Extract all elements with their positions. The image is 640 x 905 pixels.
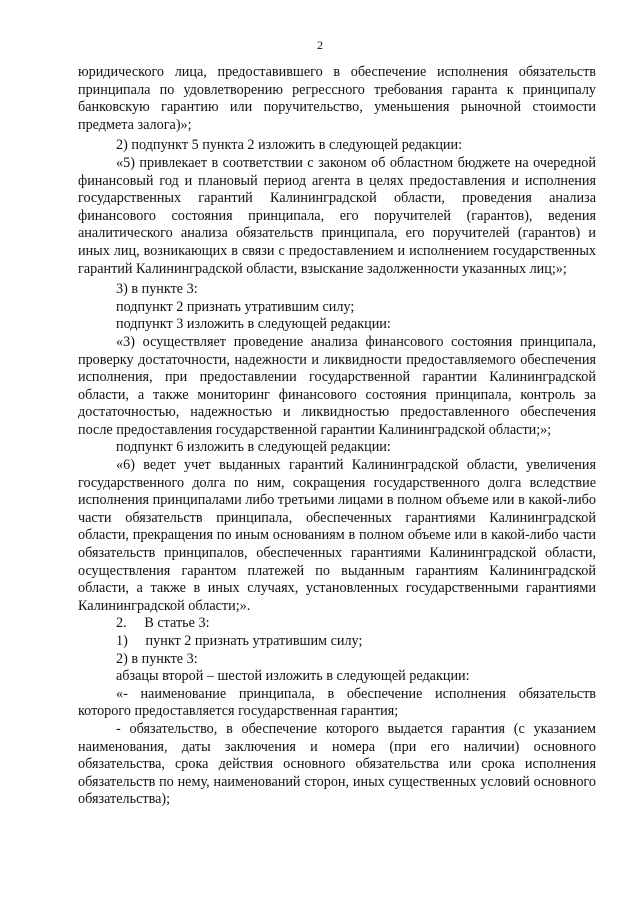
paragraph-5: подпункт 2 признать утратившим силу; <box>116 298 355 315</box>
paragraph-6: подпункт 3 изложить в следующей редакции: <box>116 316 391 333</box>
document-body <box>78 64 600 809</box>
paragraph-3: «5) привлекает в соответствии с законом об областном бюджете на очередной финансовый год и плановый период агента в целях предоставления и исполнения государственных гарантий Калининградской области, проведения анализа финансового состояния принципала, его поручителей (гарантов), ведения аналитического анализа обязательств принципала, его поручителей (гарантов) и иных лиц, возникающих в связи с предоставлением и исполнением государственных гарантий Калининградской области, взыскание задолженности указанных лиц;»; <box>78 154 600 277</box>
paragraph-15: - обязательство, в обеспечение которого выдается гарантия (с указанием наименования, даты заключения и номера (при его наличии) основного обязательства, срока действия основного обязательства или срока исполнения обязательств по нему, наименований сторон, иных существенных условий основного обязательства); <box>78 720 600 808</box>
paragraph-9: «6) ведет учет выданных гарантий Калининградской области, увеличения государственного долга по ним, сокращения государственного долга вследствие исполнения принципалами либо третьими лицами в полном объеме или в какой-либо части обязательств принципала, обеспеченных гарантиями Калининградской области, прекращения по иным основаниям в полном объеме или в какой-либо части обязательств принципалов, обеспеченных гарантиями Калининградской области, осуществления гарантом платежей по выданным гарантиям Калининградской области, а также в иных случаях, установленных государственными гарантиями Калининградской области;». <box>78 457 600 614</box>
paragraph-4: 3) в пункте 3: <box>116 281 198 298</box>
paragraph-12: 2) в пункте 3: <box>116 650 198 667</box>
paragraph-13: абзацы второй – шестой изложить в следующей редакции: <box>116 668 470 685</box>
paragraph-2: 2) подпункт 5 пункта 2 изложить в следующей редакции: <box>116 137 463 154</box>
paragraph-11: 1) пункт 2 признать утратившим силу; <box>116 633 363 649</box>
paragraph-1: юридического лица, предоставившего в обеспечение исполнения обязательств принципала по удовлетворению регрессного требования гаранта к принципалу банковскую гарантию или поручительство, уменьшения рыночной стоимости предмета залога)»; <box>78 64 600 133</box>
paragraph-10: 2. В статье 3: <box>116 615 210 632</box>
paragraph-8: подпункт 6 изложить в следующей редакции: <box>116 439 391 456</box>
page-number: 2 <box>317 38 323 52</box>
paragraph-14: «- наименование принципала, в обеспечение исполнения обязательств которого предоставляется государственная гарантия; <box>78 685 600 720</box>
paragraph-7: «3) осуществляет проведение анализа финансового состояния принципала, проверку достаточности, надежности и ликвидности предоставляемого обеспечения исполнения, при предоставлении государственной гарантии Калининградской области, а также мониторинг финансового состояния принципала, контроль за достаточностью, надежностью и ликвидностью предоставленного обеспечения после предоставления государственной гарантии Калининградской области;»; <box>78 333 600 438</box>
